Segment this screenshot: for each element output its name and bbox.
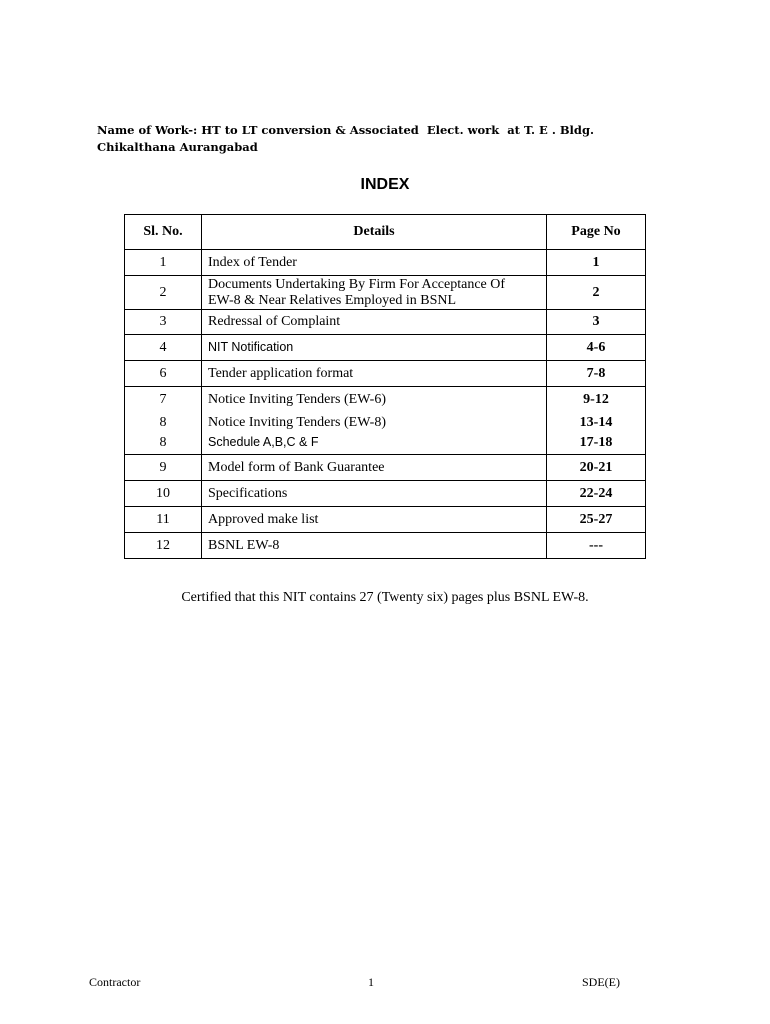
table-row [125,433,646,455]
header-sl-no: Sl. No. [125,215,202,250]
row-details: Notice Inviting Tenders (EW-8) [202,413,547,433]
row-details: BSNL EW-8 [202,533,547,559]
table-row [125,310,646,335]
footer-sde: SDE(E) [582,975,620,989]
certification-statement: Certified that this NIT contains 27 (Twenty six) pages plus BSNL EW-8. [181,590,589,605]
row-page: 7-8 [547,361,646,387]
table-row [125,507,646,533]
header-page-no: Page No [547,215,646,250]
row-details [202,335,547,361]
row-sl: 11 [125,507,202,533]
row-details [202,433,547,455]
row-details: Redressal of Complaint [202,310,547,335]
row-sl: 4 [125,335,202,361]
row-sl: 7 [125,387,202,413]
work-name-line1: Name of Work-: HT to LT conversion & Associated Elect. work at T. E . Bldg. [97,123,594,137]
table-row [125,276,646,310]
row-details-text: NIT Notification [208,339,294,354]
row-page: 25-27 [547,507,646,533]
row-details: Model form of Bank Guarantee [202,455,547,481]
row-page: 4-6 [547,335,646,361]
row-page: 22-24 [547,481,646,507]
row-page: 1 [547,250,646,276]
table-row [125,361,646,387]
row-sl: 3 [125,310,202,335]
row-details: Tender application format [202,361,547,387]
row-page: 17-18 [547,433,646,455]
row-details-text: Schedule A,B,C & F [208,435,319,450]
header-details: Details [202,215,547,250]
row-details: Notice Inviting Tenders (EW-6) [202,387,547,413]
row-page: 13-14 [547,413,646,433]
row-sl: 9 [125,455,202,481]
table-header-row [125,215,646,250]
row-details-line2: EW-8 & Near Relatives Employed in BSNL [208,292,457,308]
row-page: 2 [547,276,646,310]
row-sl: 2 [125,276,202,310]
row-sl: 8 [125,433,202,455]
row-details: Specifications [202,481,547,507]
row-details [202,276,547,310]
table-row [125,533,646,559]
row-sl: 12 [125,533,202,559]
index-table [124,214,646,559]
table-row [125,455,646,481]
row-sl: 1 [125,250,202,276]
row-page: 20-21 [547,455,646,481]
row-page: --- [547,533,646,559]
work-name-line2: Chikalthana Aurangabad [97,140,258,154]
table-row [125,250,646,276]
row-page: 9-12 [547,387,646,413]
work-name-heading [97,122,697,156]
table-row [125,413,646,433]
row-sl: 8 [125,413,202,433]
table-row [125,481,646,507]
footer-page-number: 1 [368,975,374,989]
table-row [125,387,646,413]
row-page: 3 [547,310,646,335]
row-details: Index of Tender [202,250,547,276]
row-details-line1: Documents Undertaking By Firm For Acceptance Of [208,276,506,292]
footer-contractor: Contractor [89,975,141,989]
index-title: INDEX [360,176,410,193]
row-sl: 6 [125,361,202,387]
row-sl: 10 [125,481,202,507]
row-details: Approved make list [202,507,547,533]
table-row [125,335,646,361]
